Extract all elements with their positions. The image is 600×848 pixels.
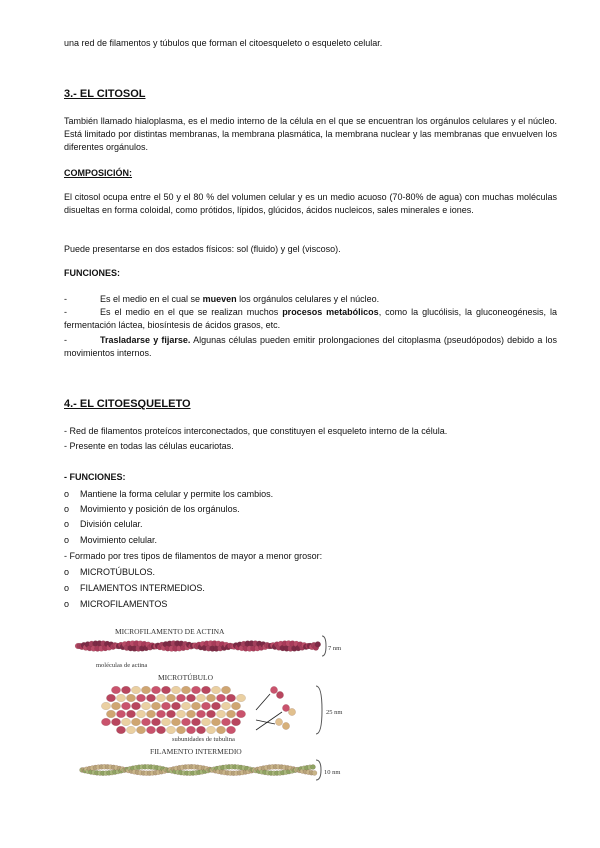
tipo-item (64, 582, 205, 595)
tubulin-bead (176, 726, 185, 734)
tubulin-bead (161, 718, 170, 726)
tubulin-bead (186, 726, 195, 734)
tubulin-bead (151, 718, 160, 726)
tubulin-bead (156, 726, 165, 734)
tubulin-bead (116, 694, 125, 702)
estados-text: Puede presentarse en dos estados físicos: sol (fluido) y gel (viscoso). (64, 244, 341, 254)
tubulin-bead (166, 694, 175, 702)
tubulin-bead (126, 710, 135, 718)
tubulin-bead (141, 702, 150, 710)
arrow (256, 694, 270, 710)
tubulin-bead (236, 710, 245, 718)
tubulin-bead (101, 718, 110, 726)
tubulin-bead (136, 694, 145, 702)
composicion-text: El citosol ocupa entre el 50 y el 80 % del volumen celular y es un medio acuoso (70-80% de agua) con muchas moléculas disueltas en forma coloidal, como prótidos, lípidos, glúcidos, ácidos nucleicos, sales minerales e iones. (64, 192, 557, 215)
tubulin-bead (201, 718, 210, 726)
tubulin-bead (216, 710, 225, 718)
tubulin-bead (156, 694, 165, 702)
intermediate-bead (311, 764, 316, 769)
dash-marker: - (64, 294, 67, 304)
text-fragment: , como la glucólisis, la gluconeogénesis, la fermentación láctea, biosíntesis de ácidos grasos, etc. (64, 307, 558, 330)
text-fragment: Es el medio en el que se realizan muchos (100, 307, 283, 317)
tubulin-bead (161, 686, 170, 694)
intermediate-bead (312, 771, 317, 776)
tipo-item (64, 598, 167, 611)
bullet-marker: o (64, 504, 70, 514)
brace-intermedio (316, 760, 321, 780)
tubulin-bead (191, 686, 200, 694)
microtubule (101, 686, 245, 734)
size-microtubulo: 25 nm (326, 709, 343, 716)
citoesqueleto-heading: 4.- EL CITOESQUELETO (64, 398, 191, 410)
tubulin-bead (121, 718, 130, 726)
tubulin-bead (171, 686, 180, 694)
bullet-marker: o (64, 567, 70, 577)
tubulin-bead (211, 686, 220, 694)
tipo-item (64, 566, 155, 579)
tubulin-bead (141, 718, 150, 726)
cytoskeleton-figure (60, 620, 360, 790)
label-actina: MICROFILAMENTO DE ACTINA (115, 627, 225, 636)
tubulin-bead (106, 694, 115, 702)
tubulin-bead (221, 702, 230, 710)
intro-line: una red de filamentos y túbulos que forman el citoesqueleto o esqueleto celular. (64, 38, 383, 48)
bullet-item (64, 518, 143, 531)
bullet-marker: o (64, 489, 70, 499)
tubulin-bead (196, 694, 205, 702)
tubulin-bead (171, 718, 180, 726)
tubulin-bead (126, 694, 135, 702)
tubulin-subunit (276, 691, 283, 698)
tubulin-bead (151, 686, 160, 694)
bullet-text: Movimiento celular. (80, 535, 158, 545)
label-moleculas: moléculas de actina (96, 662, 148, 669)
tubulin-bead (131, 718, 140, 726)
tubulin-bead (151, 702, 160, 710)
tubulin-bead (141, 686, 150, 694)
tubulin-bead (196, 710, 205, 718)
bold-term: Trasladarse y fijarse. (100, 335, 191, 345)
tubulin-bead (186, 710, 195, 718)
tubulin-bead (231, 702, 240, 710)
tubulin-bead (146, 694, 155, 702)
tubulin-bead (236, 694, 245, 702)
tubulin-bead (211, 702, 220, 710)
bullet-item (64, 534, 157, 547)
citoesqueleto-funciones-label: - FUNCIONES: (64, 472, 126, 482)
bullet-text: Movimiento y posición de los orgánulos. (80, 504, 240, 514)
funciones-label: FUNCIONES: (64, 268, 120, 278)
tubulin-bead (166, 726, 175, 734)
tubulin-bead (111, 702, 120, 710)
tubulin-bead (111, 718, 120, 726)
tubulin-bead (181, 686, 190, 694)
text-fragment: Es el medio en el cual se (100, 294, 203, 304)
tubulin-bead (181, 702, 190, 710)
actin-bead (315, 641, 321, 647)
bold-term: procesos metabólicos (282, 307, 379, 317)
bullet-text: MICROTÚBULOS. (80, 567, 156, 577)
tubulin-bead (101, 702, 110, 710)
citoesqueleto-line-1: - Red de filamentos proteícos interconectados, que constituyen el esqueleto interno de la célula. (64, 426, 448, 436)
tubulin-bead (191, 718, 200, 726)
tubulin-bead (221, 718, 230, 726)
tubulin-bead (176, 710, 185, 718)
tubulin-bead (156, 710, 165, 718)
bullet-item (64, 488, 273, 501)
tubulin-bead (226, 694, 235, 702)
tubulin-bead (186, 694, 195, 702)
tubulin-bead (191, 702, 200, 710)
bold-term: mueven (202, 294, 237, 304)
text-fragment: Algunas células pueden emitir prolongaciones del citoplasma (pseudópodos) debido a los movimientos internos. (64, 335, 558, 358)
text-fragment: los orgánulos celulares y el núcleo. (236, 294, 380, 304)
tubulin-bead (196, 726, 205, 734)
size-actina: 7 nm (328, 645, 342, 652)
tubulin-bead (111, 686, 120, 694)
tubulin-bead (206, 694, 215, 702)
tubulin-bead (176, 694, 185, 702)
tubulin-bead (121, 686, 130, 694)
bullet-text: FILAMENTOS INTERMEDIOS. (80, 583, 205, 593)
tubulin-bead (231, 718, 240, 726)
tubulin-bead (126, 726, 135, 734)
bullet-text: MICROFILAMENTOS (80, 599, 168, 609)
tubulin-bead (181, 718, 190, 726)
tubulin-bead (146, 726, 155, 734)
tubulin-subunit (288, 708, 295, 715)
bullet-marker: o (64, 583, 70, 593)
tubulin-bead (121, 702, 130, 710)
tubulin-bead (146, 710, 155, 718)
citosol-intro: También llamado hialoplasma, es el medio interno de la célula en el que se encuentran los orgánulos celulares y el núcleo. Está limitado por distintas membranas, la membrana plasmática, la membrana nuclear y las membranas que envuelven los diferentes orgánulos. (64, 116, 557, 152)
tubulin-bead (131, 686, 140, 694)
bullet-marker: o (64, 599, 70, 609)
dash-marker: - (64, 335, 67, 345)
brace-actina (322, 636, 326, 656)
bullet-marker: o (64, 535, 70, 545)
tubulin-subunit (275, 718, 282, 725)
actin-filament (75, 641, 321, 652)
citosol-function-1 (64, 293, 557, 306)
tubulin-bead (136, 710, 145, 718)
tubulin-bead (221, 686, 230, 694)
label-subunidades: subunidades de tubulina (172, 736, 235, 743)
citosol-function-3 (64, 334, 557, 360)
citosol-heading: 3.- EL CITOSOL (64, 88, 146, 100)
label-microtubulo: MICROTÚBULO (158, 673, 214, 682)
tubulin-bead (106, 710, 115, 718)
bullet-text: Mantiene la forma celular y permite los cambios. (80, 489, 274, 499)
tubulin-bead (136, 726, 145, 734)
label-intermedio: FILAMENTO INTERMEDIO (150, 747, 242, 756)
dash-marker: - (64, 307, 67, 317)
size-intermedio: 10 nm (324, 769, 341, 776)
tubulin-bead (206, 710, 215, 718)
intermediate-filament (80, 764, 318, 775)
tubulin-bead (116, 710, 125, 718)
bullet-text: División celular. (80, 519, 143, 529)
bullet-item (64, 503, 240, 516)
tubulin-bead (201, 686, 210, 694)
tipos-intro: - Formado por tres tipos de filamentos de mayor a menor grosor: (64, 551, 323, 561)
tubulin-bead (211, 718, 220, 726)
tubulin-bead (226, 710, 235, 718)
tubulin-bead (171, 702, 180, 710)
citosol-function-2 (64, 306, 557, 332)
citoesqueleto-line-2: - Presente en todas las células eucariotas. (64, 441, 234, 451)
tubulin-bead (206, 726, 215, 734)
tubulin-subunit (282, 722, 289, 729)
tubulin-bead (166, 710, 175, 718)
tubulin-bead (216, 726, 225, 734)
tubulin-bead (216, 694, 225, 702)
tubulin-bead (161, 702, 170, 710)
tubulin-bead (131, 702, 140, 710)
tubulin-bead (116, 726, 125, 734)
tubulin-bead (201, 702, 210, 710)
tubulin-subunits (270, 686, 295, 729)
composicion-label: COMPOSICIÓN: (64, 168, 133, 178)
tubulin-subunit (270, 686, 277, 693)
tubulin-bead (226, 726, 235, 734)
brace-microtubulo (316, 686, 322, 734)
bullet-marker: o (64, 519, 70, 529)
